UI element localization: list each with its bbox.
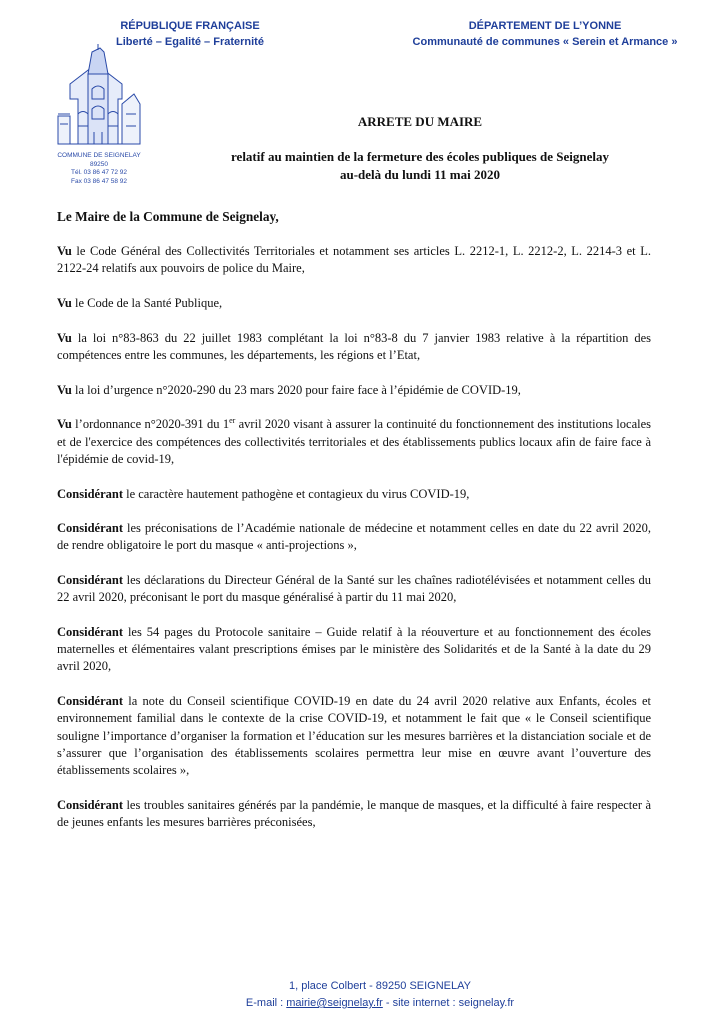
paragraph-lead: Considérant xyxy=(57,486,123,501)
paragraph-lead: Considérant xyxy=(57,625,123,640)
page-footer xyxy=(150,978,610,1012)
paragraph-lead: Considérant xyxy=(57,573,123,588)
logo-postcode: 89250 xyxy=(89,160,109,168)
paragraph-text: la loi n°83-863 du 22 juillet 1983 complétant la loi n°83-8 du 7 janvier 1983 relative à la répartition des compétences entre les communes, les départements, les régions et l’Etat, xyxy=(57,330,651,363)
paragraph-lead: Vu xyxy=(57,417,72,432)
department-label: DÉPARTEMENT DE L’YONNE xyxy=(468,20,622,32)
email-label: E-mail : xyxy=(245,997,287,1009)
superscript: er xyxy=(229,416,236,426)
paragraph-text: le caractère hautement pathogène et contagieux du virus COVID-19, xyxy=(122,486,470,501)
subtitle-line-1: relatif au maintien de la fermeture des écoles publiques de Seignelay xyxy=(231,149,609,164)
community-label: Communauté de communes « Serein et Armance » xyxy=(412,36,678,48)
paragraph xyxy=(57,486,651,503)
paragraph-text: les 54 pages du Protocole sanitaire – Guide relatif à la réouverture et au fonctionnement des écoles maternelles et élémentaires valant prescriptions émises par le ministère des Solidarités et de la Santé à la date du 29 avril 2020, xyxy=(57,625,651,674)
paragraph xyxy=(57,330,651,364)
intro-line: Le Maire de la Commune de Seignelay, xyxy=(57,209,279,224)
logo-commune-name: COMMUNE DE SEIGNELAY xyxy=(57,152,141,159)
logo-fax: Fax 03 86 47 58 92 xyxy=(70,177,127,185)
paragraph-text: les déclarations du Directeur Général de la Santé sur les chaînes radiotélévisées et notamment celles du 22 avril 2020, préconisant le port du masque généralisé à partir du 11 mai 2020, xyxy=(57,573,651,605)
paragraph-lead: Considérant xyxy=(57,797,123,812)
paragraph xyxy=(57,797,651,831)
site-label: - site internet : xyxy=(382,997,459,1009)
paragraph-lead: Vu xyxy=(57,296,72,311)
republic-label: RÉPUBLIQUE FRANÇAISE xyxy=(120,20,260,32)
header-right xyxy=(395,18,695,50)
paragraph xyxy=(57,624,651,676)
paragraph-text-cont: avril 2020 visant à assurer la continuité du fonctionnement des institutions locales et de l'exercice des compétences des collectivités territoriales et des établissements publics locaux afin de faire face à l'épidémie de covid-19, xyxy=(57,417,652,466)
footer-contact xyxy=(150,995,610,1012)
paragraph-text: la loi d’urgence n°2020-290 du 23 mars 2020 pour faire face à l’épidémie de COVID-19, xyxy=(71,382,521,397)
paragraph-lead: Vu xyxy=(57,382,72,397)
motto-label: Liberté – Egalité – Fraternité xyxy=(116,36,264,48)
subtitle-line-2: au-delà du lundi 11 mai 2020 xyxy=(339,167,501,182)
paragraph-text: le Code de la Santé Publique, xyxy=(71,296,223,311)
paragraph xyxy=(57,693,651,779)
paragraph xyxy=(57,416,651,468)
paragraph xyxy=(57,382,651,399)
document-title: ARRETE DU MAIRE xyxy=(357,114,483,129)
paragraph-lead: Vu xyxy=(57,330,72,345)
paragraph xyxy=(57,572,651,606)
document-body xyxy=(57,208,651,849)
logo-caption xyxy=(48,152,150,186)
email-link[interactable]: mairie@seignelay.fr xyxy=(286,997,383,1009)
paragraph-text: la note du Conseil scientifique COVID-19 en date du 24 avril 2020 relative aux Enfants, écoles et environnement familial dans le contexte de la crise COVID-19, et notamment le fait que « le Conseil scientifique souligne l’importance d’organiser la formation et l’éducation sur les mesures barrières et la distanciation sociale et de s’assurer que l’organisation des établissements scolaires permettra leur mise en œuvre avant l’ouverture des établissements scolaires », xyxy=(57,694,651,777)
paragraph xyxy=(57,243,651,277)
site-link[interactable]: seignelay.fr xyxy=(458,997,515,1009)
paragraph-lead: Vu xyxy=(57,244,72,259)
paragraph xyxy=(57,520,651,554)
paragraph xyxy=(57,295,651,312)
paragraph-text: les troubles sanitaires générés par la pandémie, le manque de masques, et la difficulté à faire respecter à de jeunes enfants les mesures barrières préconisées, xyxy=(57,797,651,829)
church-logo-icon xyxy=(48,44,148,152)
logo-tel: Tél. 03 86 47 72 92 xyxy=(70,169,127,176)
paragraph-text: les préconisations de l’Académie nationale de médecine et notamment celles en date du 22 avril 2020, de rendre obligatoire le port du masque « anti-projections », xyxy=(57,521,651,553)
paragraph-text: le Code Général des Collectivités Territoriales et notamment ses articles L. 2212-1, L. 2212-2, L. 2214-3 et L. 2122-24 relatifs aux pouvoirs de police du Maire, xyxy=(57,244,651,276)
footer-address: 1, place Colbert - 89250 SEIGNELAY xyxy=(288,980,471,992)
paragraph-text: l’ordonnance n°2020-391 du 1 xyxy=(71,417,230,432)
paragraph-lead: Considérant xyxy=(57,521,123,536)
paragraph-lead: Considérant xyxy=(57,694,123,709)
document-subtitle xyxy=(170,148,670,184)
